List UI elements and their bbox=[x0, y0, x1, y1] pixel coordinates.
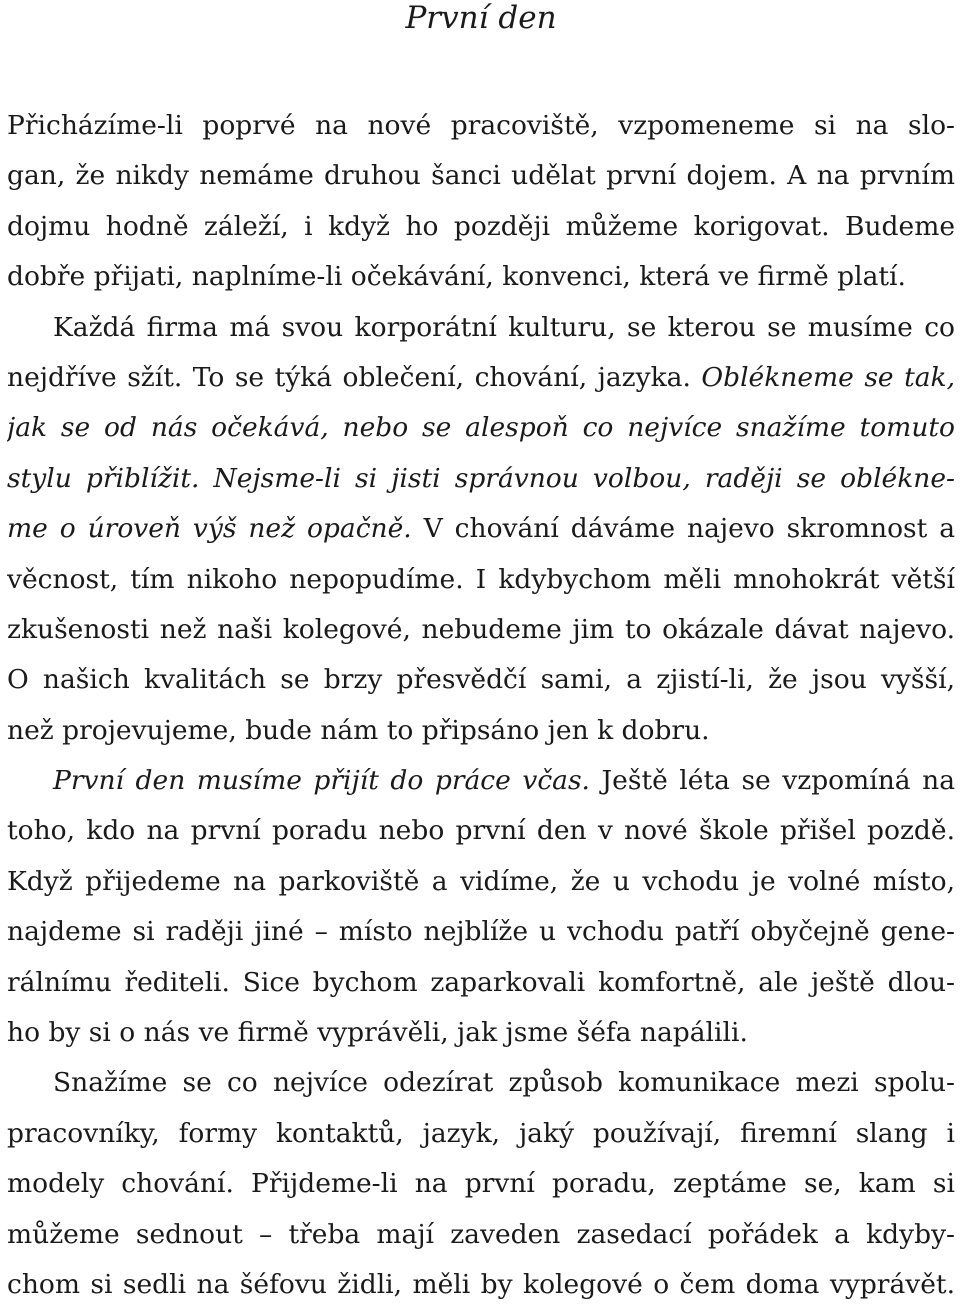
italic-text: me o úroveň výš než opačně. bbox=[7, 513, 412, 545]
text-run: zkušenosti než naši kolegové, nebudeme jim to okázale dávat najevo. bbox=[7, 613, 955, 645]
text-line bbox=[7, 1109, 955, 1159]
italic-text: jak se od nás očekává, nebo se alespoň co nejvíce snažíme tomuto bbox=[7, 412, 955, 444]
text-run: dojmu hodně záleží, i když ho později můžeme korigovat. Budeme bbox=[7, 210, 955, 242]
text-line bbox=[7, 1058, 955, 1108]
text-run: nejdříve sžít. To se týká oblečení, chování, jazyka. bbox=[7, 361, 702, 393]
text-run: ho by si o nás ve firmě vyprávěli, jak jsme šéfa napálili. bbox=[7, 1017, 748, 1049]
text-line bbox=[7, 303, 955, 353]
text-run: věcnost, tím nikoho nepopudíme. I kdybychom měli mnohokrát větší bbox=[7, 563, 955, 595]
text-line bbox=[7, 252, 955, 302]
text-run: Snažíme se co nejvíce odezírat způsob komunikace mezi spolu- bbox=[53, 1067, 955, 1099]
text-line bbox=[7, 504, 955, 554]
text-line bbox=[7, 1210, 955, 1260]
text-line bbox=[7, 403, 955, 453]
body-text bbox=[7, 101, 955, 1310]
text-line bbox=[7, 454, 955, 504]
text-run: Když přijedeme na parkoviště a vidíme, že u vchodu je volné místo, bbox=[7, 865, 955, 897]
text-run: modely chování. Přijdeme-li na první poradu, zeptáme se, kam si bbox=[7, 1168, 955, 1200]
text-line bbox=[7, 1260, 955, 1310]
text-run: dobře přijati, naplníme-li očekávání, konvenci, která ve firmě platí. bbox=[7, 261, 906, 293]
italic-text: První den musíme přijít do práce včas. bbox=[53, 765, 590, 797]
text-run: Každá firma má svou korporátní kulturu, se kterou se musíme co bbox=[53, 311, 955, 343]
text-run: Ještě léta se vzpomíná na bbox=[590, 765, 955, 797]
text-line bbox=[7, 1159, 955, 1209]
text-line bbox=[7, 151, 955, 201]
text-run: Přicházíme-li poprvé na nové pracoviště, vzpomeneme si na slo- bbox=[7, 110, 955, 141]
text-line bbox=[7, 806, 955, 856]
text-line bbox=[7, 655, 955, 705]
text-run: můžeme sednout – třeba mají zaveden zasedací pořádek a kdyby- bbox=[7, 1218, 955, 1250]
text-line bbox=[7, 706, 955, 756]
text-line bbox=[7, 907, 955, 957]
text-line bbox=[7, 101, 955, 151]
text-line bbox=[7, 958, 955, 1008]
text-run: gan, že nikdy nemáme druhou šanci udělat první dojem. A na prvním bbox=[7, 160, 955, 192]
text-line bbox=[7, 555, 955, 605]
text-run: O našich kvalitách se brzy přesvědčí sami, a zjistí-li, že jsou vyšší, bbox=[7, 664, 955, 696]
text-run: najdeme si raději jiné – místo nejblíže u vchodu patří obyčejně gene- bbox=[7, 916, 955, 948]
text-run: V chování dáváme najevo skromnost a bbox=[411, 513, 955, 545]
text-line bbox=[7, 1008, 955, 1058]
page-title: První den bbox=[405, 0, 557, 36]
text-line bbox=[7, 202, 955, 252]
text-line bbox=[7, 857, 955, 907]
text-run: rálnímu řediteli. Sice bychom zaparkovali komfortně, ale ještě dlou- bbox=[7, 966, 955, 998]
italic-text: stylu přiblížit. Nejsme-li si jisti správnou volbou, raději se oblékne- bbox=[7, 462, 955, 494]
text-line bbox=[7, 605, 955, 655]
text-run: toho, kdo na první poradu nebo první den v nové škole přišel pozdě. bbox=[7, 815, 955, 847]
text-run: pracovníky, formy kontaktů, jazyk, jaký používají, firemní slang i bbox=[7, 1117, 955, 1149]
text-run: než projevujeme, bude nám to připsáno jen k dobru. bbox=[7, 714, 710, 746]
document-page bbox=[7, 0, 955, 1310]
text-run: chom si sedli na šéfovu židli, měli by kolegové o čem doma vyprávět. bbox=[7, 1268, 955, 1300]
text-line bbox=[7, 756, 955, 806]
text-line bbox=[7, 353, 955, 403]
italic-text: Oblékneme se tak, bbox=[701, 361, 955, 393]
